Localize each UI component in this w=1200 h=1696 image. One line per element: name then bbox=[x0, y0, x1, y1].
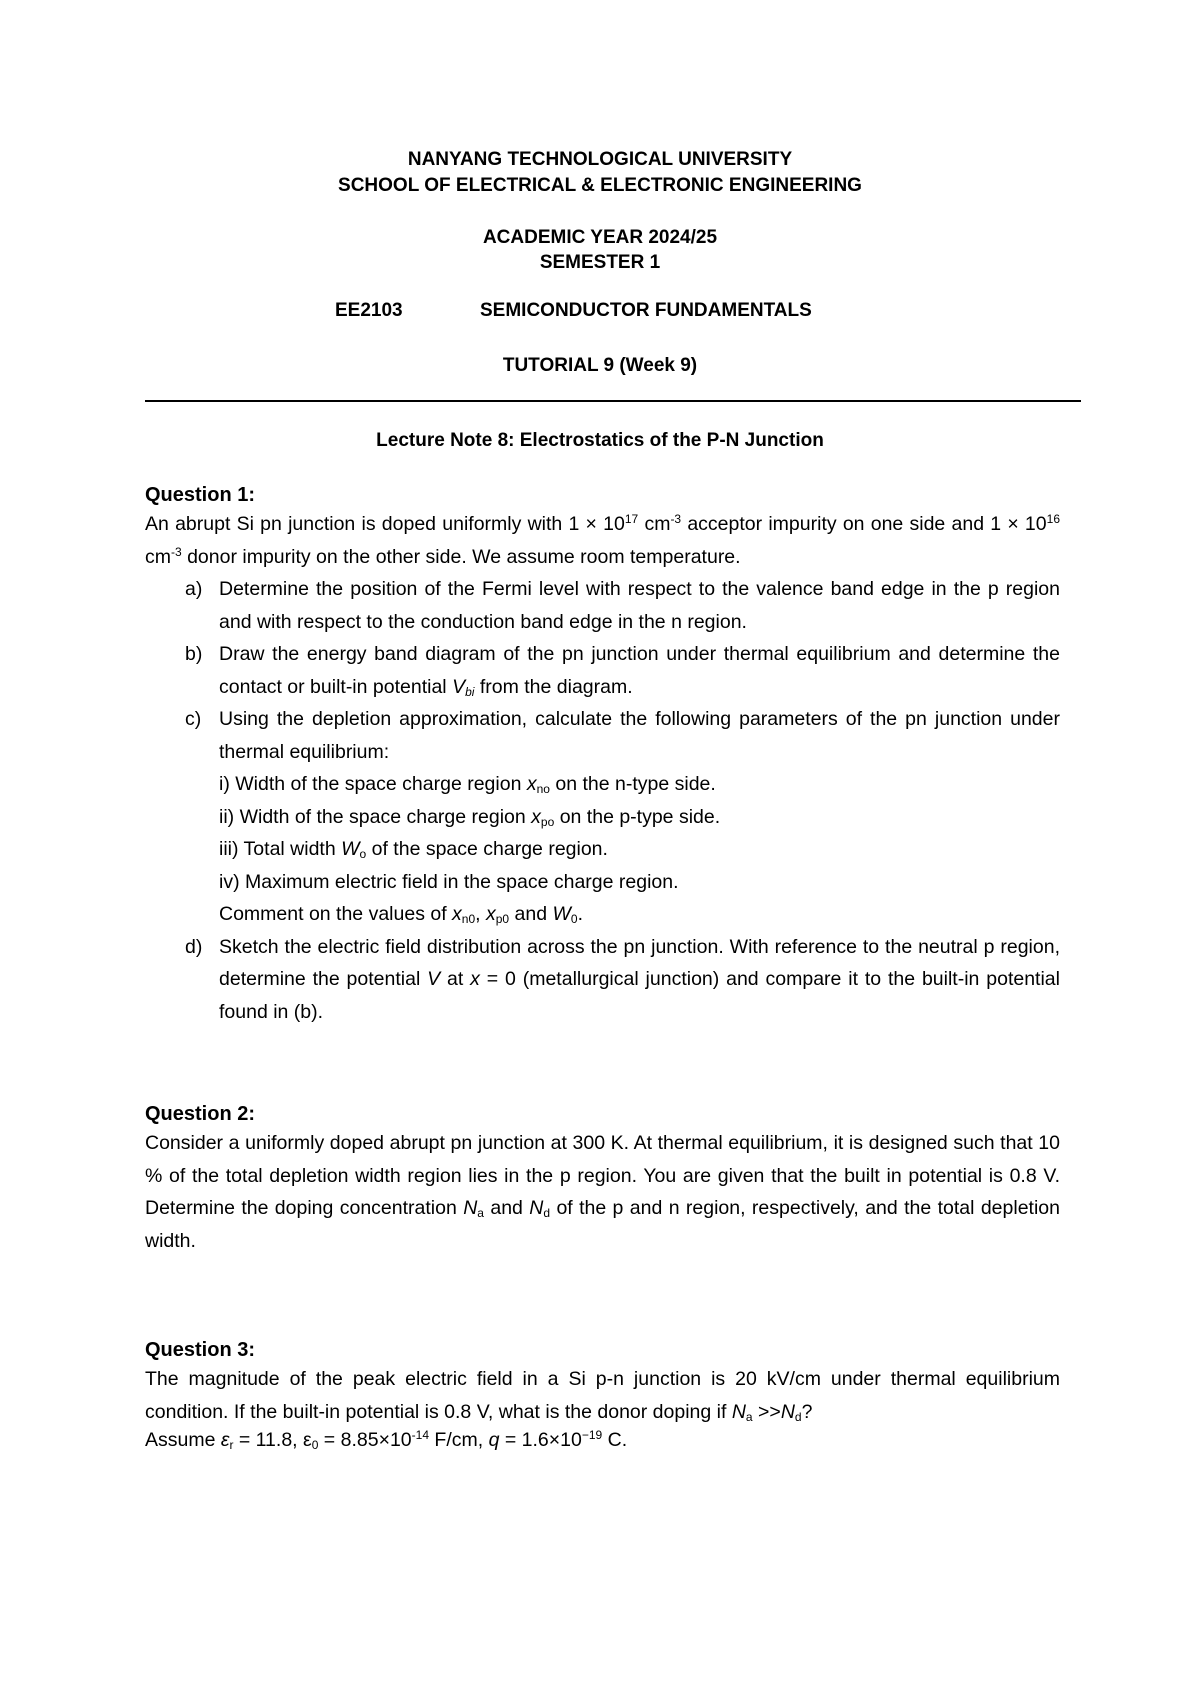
course-title: SEMICONDUCTOR FUNDAMENTALS bbox=[480, 300, 812, 321]
question-1-part-d: d) Sketch the electric field distribution across the pn junction. With reference to the neutral p region, determine the potential V at x = 0 (metallurgical junction) and compare it to the built-in potential found in (b). bbox=[145, 931, 1060, 1029]
part-c-item-iii: iii) Total width Wo of the space charge region. bbox=[219, 838, 608, 861]
part-c-label: c) bbox=[185, 708, 202, 730]
question-2-body: Consider a uniformly doped abrupt pn junction at 300 K. At thermal equilibrium, it is designed such that 10 % of the total depletion width region lies in the p region. You are given that the built in potential is 0.8 V. Determine the doping concentration Na and Nd of the p and n region, respectively, and the total depletion width. bbox=[145, 1132, 1060, 1252]
question-1-part-c: c) Using the depletion approximation, calculate the following parameters of the pn junction under thermal equilibrium: bbox=[145, 703, 1060, 768]
question-1-part-a: a) Determine the position of the Fermi level with respect to the valence band edge in the p region and with respect to the conduction band edge in the n region. bbox=[145, 573, 1060, 638]
academic-year: ACADEMIC YEAR 2024/25 bbox=[482, 227, 718, 248]
part-a-label: a) bbox=[185, 578, 203, 600]
university-name: NANYANG TECHNOLOGICAL UNIVERSITY bbox=[407, 149, 793, 170]
question-1-heading: Question 1: bbox=[145, 484, 256, 506]
course-code: EE2103 bbox=[335, 300, 403, 321]
section-title: Lecture Note 8: Electrostatics of the P-N Junction bbox=[376, 430, 824, 451]
part-d-label: d) bbox=[185, 935, 203, 958]
question-3-text: The magnitude of the peak electric field in a Si p-n junction is 20 kV/cm under thermal equilibrium condition. If the built-in potential is 0.8 V, what is the donor doping if Na >>Nd? bbox=[145, 1368, 1060, 1424]
part-c-comment: Comment on the values of xn0, xp0 and W0. bbox=[219, 903, 583, 926]
part-b-label: b) bbox=[185, 643, 203, 665]
question-1-body bbox=[145, 508, 1060, 1028]
tutorial-title: TUTORIAL 9 (Week 9) bbox=[502, 355, 698, 376]
part-c-item-i: i) Width of the space charge region xno on the n-type side. bbox=[219, 773, 716, 796]
question-3-heading: Question 3: bbox=[145, 1339, 256, 1361]
question-3-constants: Assume εr = 11.8, $\varepsilon 0 = 8.85\times 10^{-14}$ F/cm, $q = 1.6\times 10^{-19}$ C. bbox=[145, 1428, 628, 1452]
part-c-item-iv: iv) Maximum electric field in the space charge region. bbox=[219, 870, 679, 893]
question-3-body bbox=[145, 1363, 1060, 1452]
question-1-intro: An abrupt Si pn junction is doped uniformly with $1 \times 10^{17}$ $cm^{-3}$ acceptor impurity on one side and $1 \times 10^{16}$ $cm^{-3}$ donor impurity on the other side. We assume room temperature. bbox=[145, 512, 1060, 568]
semester: SEMESTER 1 bbox=[539, 252, 661, 273]
part-c-item-ii: ii) Width of the space charge region xpo on the p-type side. bbox=[219, 805, 721, 829]
question-2-heading: Question 2: bbox=[145, 1103, 256, 1125]
header-divider bbox=[145, 400, 1081, 402]
question-1-part-b: b) Draw the energy band diagram of the pn junction under thermal equilibrium and determine the contact or built-in potential Vbi from the diagram. bbox=[145, 638, 1060, 703]
school-name: SCHOOL OF ELECTRICAL & ELECTRONIC ENGINEERING bbox=[338, 175, 862, 196]
